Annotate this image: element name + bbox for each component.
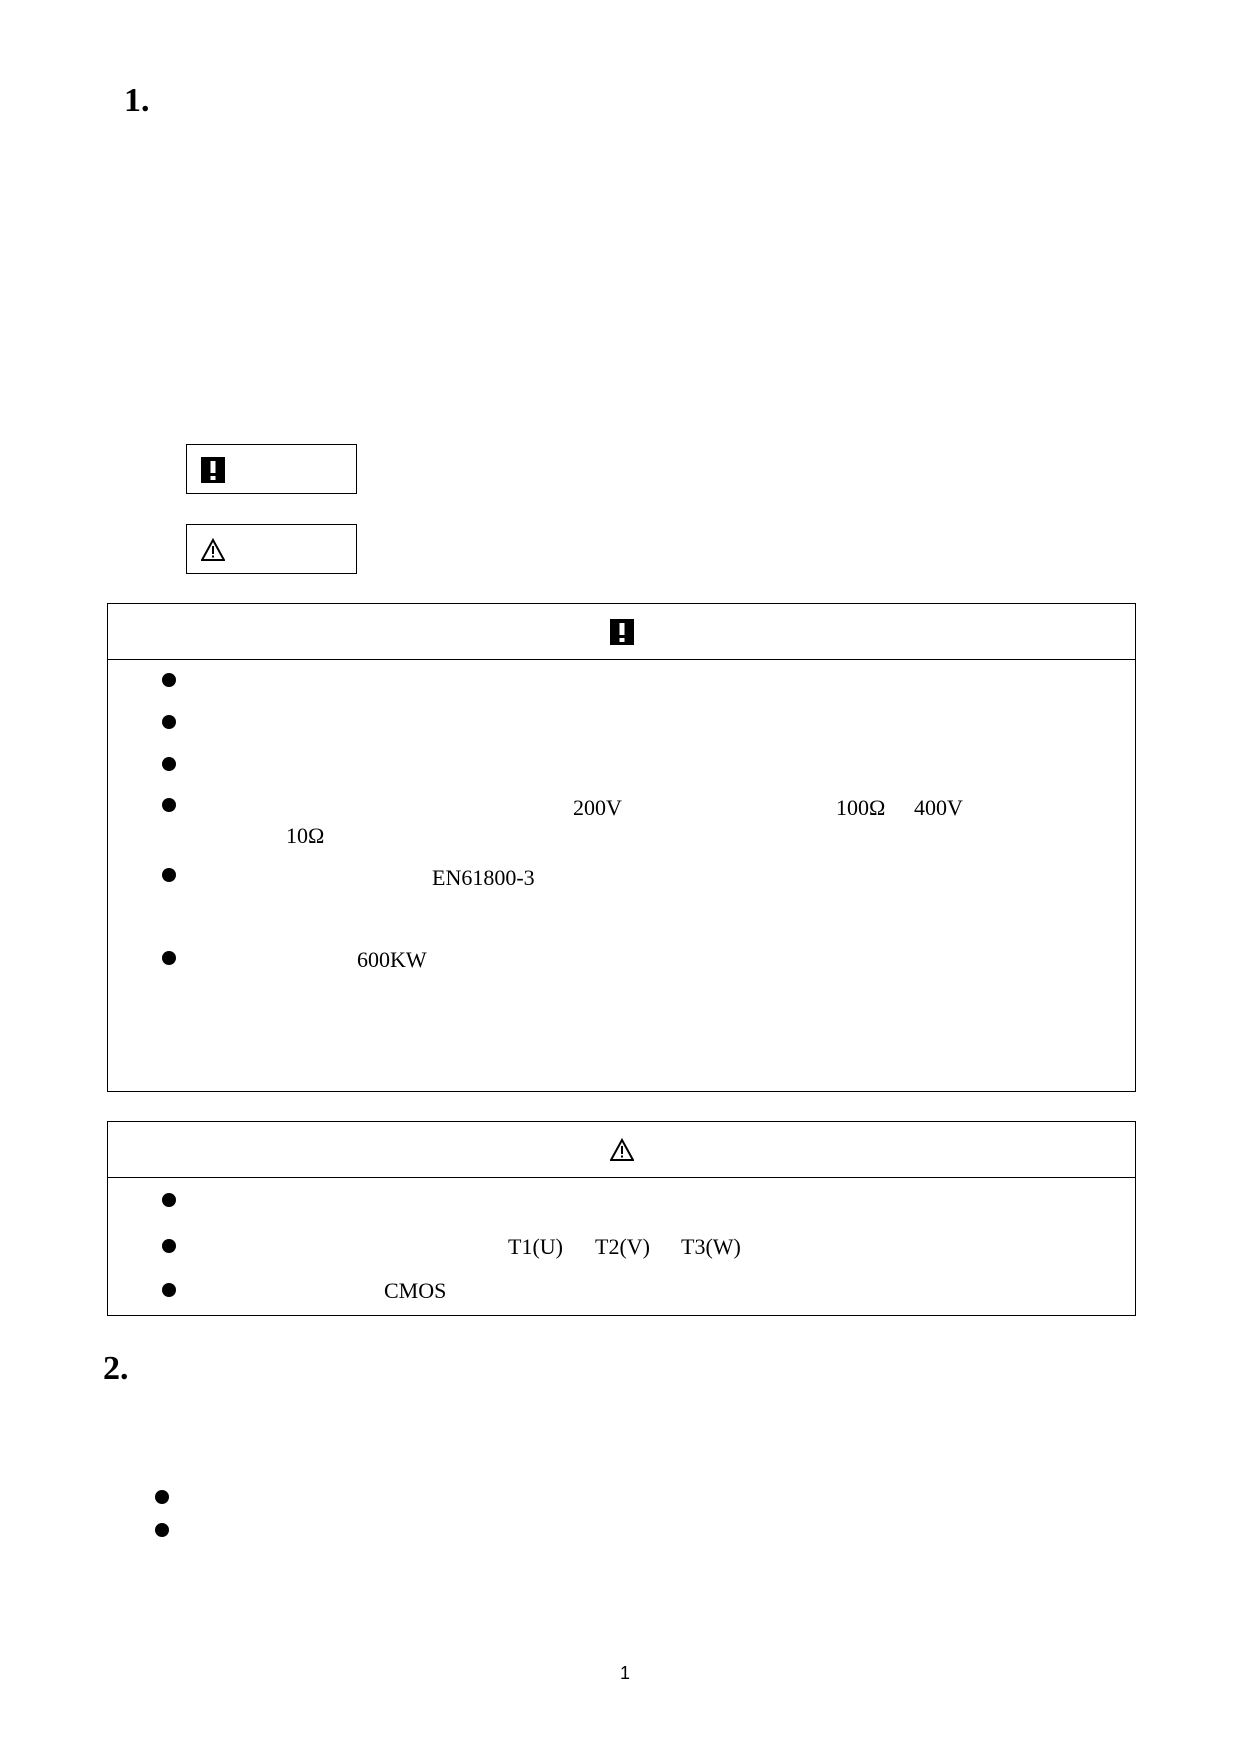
legend-warning-box [186, 524, 357, 574]
voltage-400v: 400V [914, 795, 963, 820]
terminal-t1: T1(U) [508, 1234, 563, 1259]
list-bullet [162, 951, 176, 965]
warning-triangle-icon [201, 537, 225, 563]
cmos-label: CMOS [384, 1278, 447, 1303]
list-bullet [155, 1523, 169, 1537]
list-bullet [155, 1490, 169, 1504]
list-bullet [162, 673, 176, 687]
resistance-100ohm: 100Ω [836, 795, 886, 820]
danger-panel [107, 603, 1136, 1092]
warning-triangle-icon [610, 1137, 634, 1163]
exclamation-square-icon [610, 619, 634, 645]
exclamation-square-icon [201, 457, 225, 483]
list-bullet [162, 1283, 176, 1297]
power-600kw: 600KW [357, 947, 427, 972]
caution-panel [107, 1121, 1136, 1316]
caution-panel-header [108, 1122, 1135, 1178]
list-bullet [162, 798, 176, 812]
voltage-200v: 200V [573, 795, 622, 820]
resistance-10ohm: 10Ω [286, 823, 325, 848]
standard-en61800-3: EN61800-3 [432, 865, 535, 890]
list-bullet [162, 1239, 176, 1253]
section-2-heading: 2. [103, 1350, 129, 1387]
terminal-t3: T3(W) [681, 1234, 741, 1259]
list-bullet [162, 868, 176, 882]
section-1-heading: 1. [124, 82, 150, 119]
list-bullet [162, 1193, 176, 1207]
page-number: 1 [620, 1663, 631, 1683]
danger-panel-header [108, 604, 1135, 660]
terminal-t2: T2(V) [595, 1234, 650, 1259]
list-bullet [162, 757, 176, 771]
list-bullet [162, 715, 176, 729]
legend-prohibit-box [186, 444, 357, 494]
